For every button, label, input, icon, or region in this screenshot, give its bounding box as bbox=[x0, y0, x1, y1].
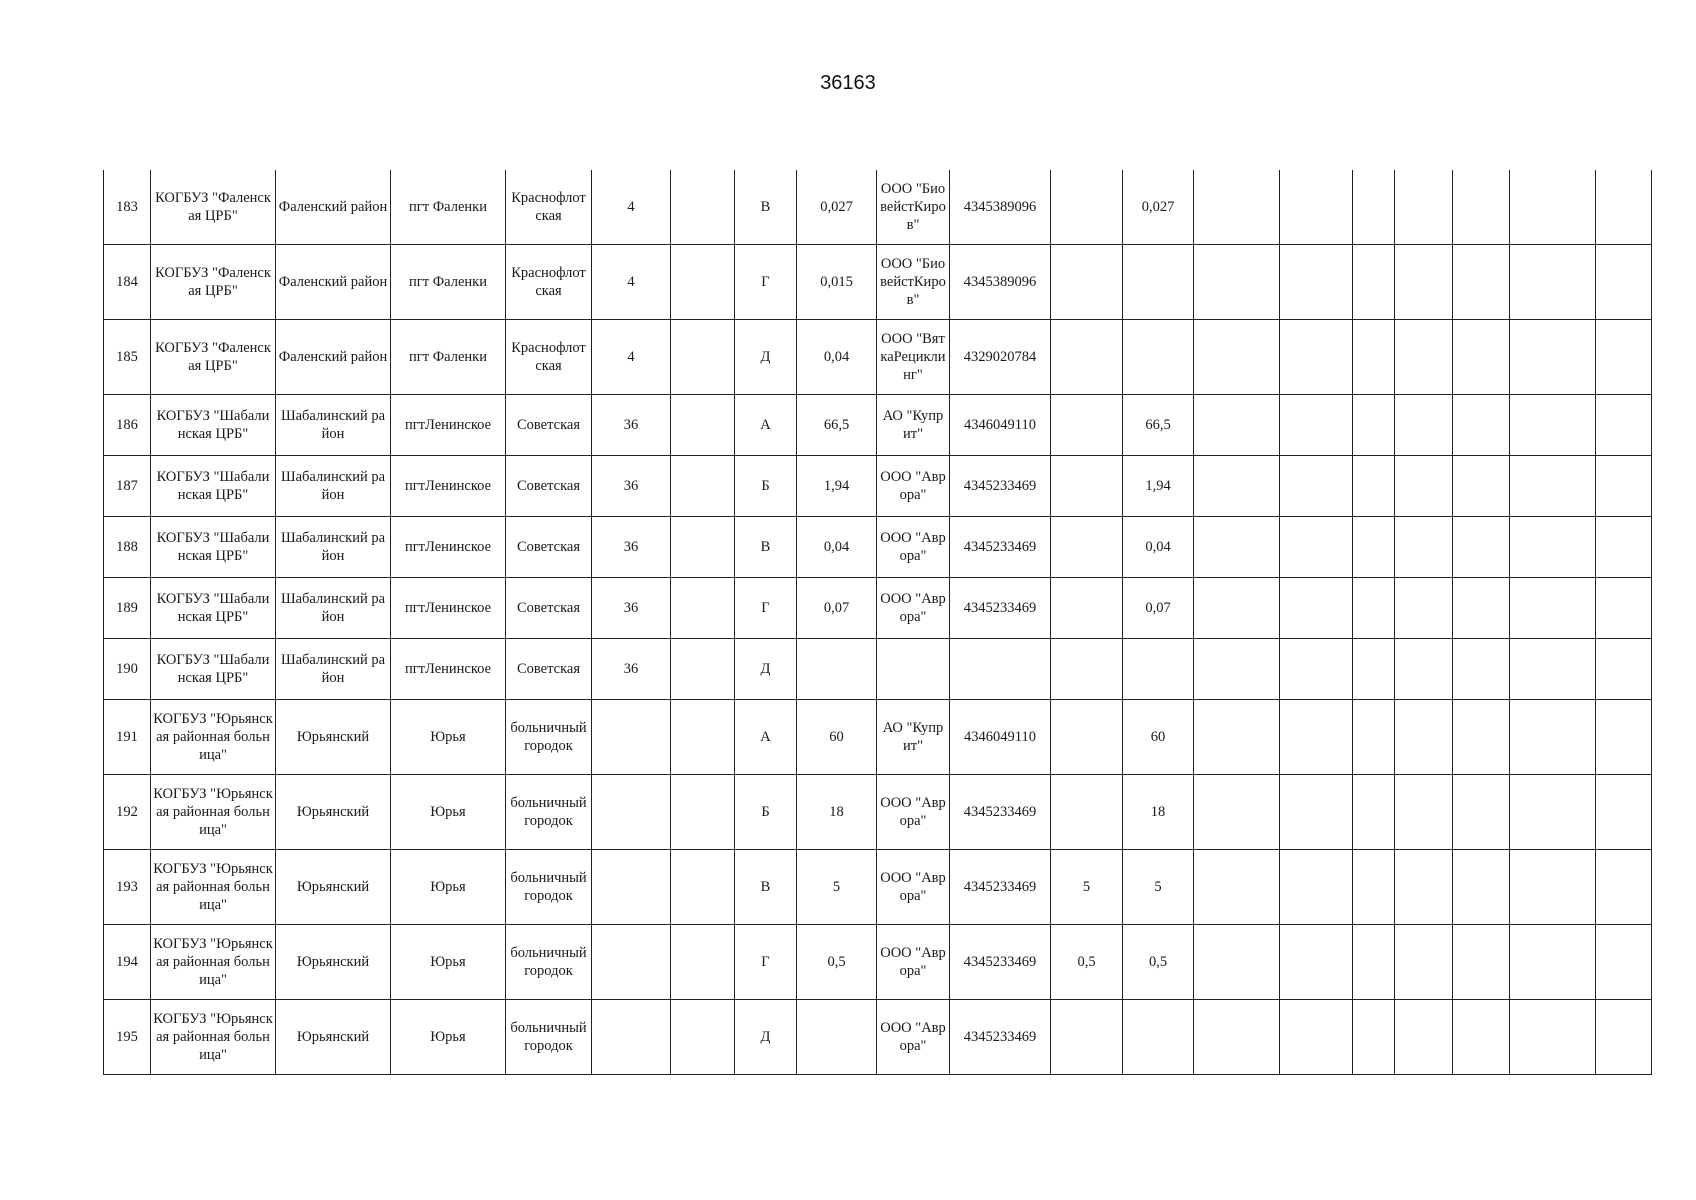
empty-cell bbox=[1194, 395, 1280, 456]
table-row bbox=[104, 395, 1652, 456]
empty-cell bbox=[1051, 245, 1123, 320]
empty-cell bbox=[1453, 517, 1510, 578]
empty-cell bbox=[671, 320, 735, 395]
row-number: 191 bbox=[104, 700, 151, 775]
waste-mass: 0,5 bbox=[797, 925, 877, 1000]
district: Юрьянский bbox=[276, 925, 391, 1000]
empty-cell bbox=[1395, 1000, 1453, 1075]
company-inn: 4345233469 bbox=[950, 1000, 1051, 1075]
company-inn: 4345233469 bbox=[950, 850, 1051, 925]
hazard-class: Г bbox=[735, 578, 797, 639]
hazard-class: А bbox=[735, 395, 797, 456]
street: больничный городок bbox=[506, 775, 592, 850]
waste-mass: 0,027 bbox=[797, 170, 877, 245]
company-inn: 4346049110 bbox=[950, 700, 1051, 775]
organization-name: КОГБУЗ "Юрьянская районная больница" bbox=[151, 850, 276, 925]
house-number bbox=[592, 1000, 671, 1075]
empty-cell bbox=[1596, 700, 1652, 775]
hazard-class: Д bbox=[735, 639, 797, 700]
empty-cell bbox=[1596, 639, 1652, 700]
settlement: пгт Фаленки bbox=[391, 245, 506, 320]
street: Краснофлотская bbox=[506, 245, 592, 320]
empty-cell bbox=[1395, 245, 1453, 320]
empty-cell bbox=[1395, 320, 1453, 395]
row-number: 184 bbox=[104, 245, 151, 320]
empty-cell bbox=[1194, 925, 1280, 1000]
empty-cell bbox=[1280, 456, 1353, 517]
empty-cell: 5 bbox=[1051, 850, 1123, 925]
empty-cell bbox=[1280, 170, 1353, 245]
empty-cell bbox=[671, 775, 735, 850]
settlement: Юрья bbox=[391, 925, 506, 1000]
table-row bbox=[104, 850, 1652, 925]
company-inn: 4345233469 bbox=[950, 925, 1051, 1000]
empty-cell bbox=[1596, 1000, 1652, 1075]
house-number: 4 bbox=[592, 245, 671, 320]
table-row bbox=[104, 1000, 1652, 1075]
empty-cell bbox=[1280, 1000, 1353, 1075]
total-mass bbox=[1123, 320, 1194, 395]
empty-cell bbox=[1510, 700, 1596, 775]
empty-cell bbox=[1353, 395, 1395, 456]
street: Советская bbox=[506, 395, 592, 456]
table-row bbox=[104, 456, 1652, 517]
waste-mass bbox=[797, 1000, 877, 1075]
organization-name: КОГБУЗ "Шабалинская ЦРБ" bbox=[151, 639, 276, 700]
district: Фаленский район bbox=[276, 245, 391, 320]
company-inn: 4345389096 bbox=[950, 245, 1051, 320]
empty-cell bbox=[1280, 320, 1353, 395]
empty-cell bbox=[1453, 1000, 1510, 1075]
settlement: Юрья bbox=[391, 775, 506, 850]
organization-name: КОГБУЗ "Шабалинская ЦРБ" bbox=[151, 395, 276, 456]
district: Шабалинский район bbox=[276, 395, 391, 456]
house-number: 36 bbox=[592, 517, 671, 578]
empty-cell bbox=[1353, 245, 1395, 320]
row-number: 188 bbox=[104, 517, 151, 578]
company-inn: 4345233469 bbox=[950, 578, 1051, 639]
row-number: 192 bbox=[104, 775, 151, 850]
empty-cell bbox=[1353, 925, 1395, 1000]
company-inn bbox=[950, 639, 1051, 700]
empty-cell bbox=[1596, 517, 1652, 578]
empty-cell bbox=[1280, 775, 1353, 850]
row-number: 183 bbox=[104, 170, 151, 245]
empty-cell bbox=[1353, 850, 1395, 925]
empty-cell bbox=[1280, 700, 1353, 775]
empty-cell bbox=[1395, 925, 1453, 1000]
empty-cell bbox=[1353, 639, 1395, 700]
hazard-class: Д bbox=[735, 320, 797, 395]
waste-mass: 60 bbox=[797, 700, 877, 775]
district: Юрьянский bbox=[276, 850, 391, 925]
district: Шабалинский район bbox=[276, 578, 391, 639]
organization-name: КОГБУЗ "Юрьянская районная больница" bbox=[151, 700, 276, 775]
empty-cell bbox=[1510, 170, 1596, 245]
empty-cell bbox=[1453, 578, 1510, 639]
street: Советская bbox=[506, 456, 592, 517]
empty-cell bbox=[671, 578, 735, 639]
empty-cell bbox=[1280, 517, 1353, 578]
table-row bbox=[104, 700, 1652, 775]
street: больничный городок bbox=[506, 1000, 592, 1075]
empty-cell bbox=[1353, 517, 1395, 578]
empty-cell bbox=[1510, 639, 1596, 700]
disposal-company: АО "Куприт" bbox=[877, 395, 950, 456]
total-mass: 0,04 bbox=[1123, 517, 1194, 578]
disposal-company: ООО "БиовейстКиров" bbox=[877, 170, 950, 245]
empty-cell bbox=[1453, 700, 1510, 775]
empty-cell bbox=[1453, 456, 1510, 517]
house-number: 4 bbox=[592, 320, 671, 395]
empty-cell bbox=[671, 170, 735, 245]
empty-cell bbox=[1453, 245, 1510, 320]
empty-cell bbox=[671, 395, 735, 456]
empty-cell: 0,5 bbox=[1051, 925, 1123, 1000]
empty-cell bbox=[1510, 320, 1596, 395]
company-inn: 4346049110 bbox=[950, 395, 1051, 456]
disposal-company: ООО "Аврора" bbox=[877, 578, 950, 639]
settlement: Юрья bbox=[391, 1000, 506, 1075]
total-mass: 0,07 bbox=[1123, 578, 1194, 639]
hazard-class: Б bbox=[735, 775, 797, 850]
organization-name: КОГБУЗ "Юрьянская районная больница" bbox=[151, 775, 276, 850]
company-inn: 4345233469 bbox=[950, 456, 1051, 517]
empty-cell bbox=[1051, 578, 1123, 639]
empty-cell bbox=[1194, 170, 1280, 245]
page-number: 36163 bbox=[820, 72, 876, 94]
empty-cell bbox=[1395, 395, 1453, 456]
empty-cell bbox=[1194, 775, 1280, 850]
total-mass: 5 bbox=[1123, 850, 1194, 925]
organization-name: КОГБУЗ "Шабалинская ЦРБ" bbox=[151, 456, 276, 517]
district: Фаленский район bbox=[276, 320, 391, 395]
disposal-company: ООО "Аврора" bbox=[877, 456, 950, 517]
empty-cell bbox=[1280, 925, 1353, 1000]
empty-cell bbox=[671, 639, 735, 700]
row-number: 185 bbox=[104, 320, 151, 395]
hazard-class: В bbox=[735, 850, 797, 925]
empty-cell bbox=[1395, 639, 1453, 700]
empty-cell bbox=[671, 700, 735, 775]
settlement: Юрья bbox=[391, 700, 506, 775]
empty-cell bbox=[1194, 320, 1280, 395]
empty-cell bbox=[1510, 850, 1596, 925]
row-number: 190 bbox=[104, 639, 151, 700]
empty-cell bbox=[1353, 700, 1395, 775]
empty-cell bbox=[1395, 775, 1453, 850]
empty-cell bbox=[1194, 245, 1280, 320]
empty-cell bbox=[1280, 639, 1353, 700]
empty-cell bbox=[1453, 320, 1510, 395]
row-number: 193 bbox=[104, 850, 151, 925]
disposal-company: ООО "Аврора" bbox=[877, 517, 950, 578]
district: Юрьянский bbox=[276, 1000, 391, 1075]
street: больничный городок bbox=[506, 925, 592, 1000]
district: Шабалинский район bbox=[276, 517, 391, 578]
table-row bbox=[104, 639, 1652, 700]
empty-cell bbox=[1280, 245, 1353, 320]
empty-cell bbox=[1453, 170, 1510, 245]
empty-cell bbox=[1353, 1000, 1395, 1075]
row-number: 194 bbox=[104, 925, 151, 1000]
settlement: пгт Фаленки bbox=[391, 170, 506, 245]
total-mass: 60 bbox=[1123, 700, 1194, 775]
empty-cell bbox=[1596, 456, 1652, 517]
street: Советская bbox=[506, 517, 592, 578]
empty-cell bbox=[671, 456, 735, 517]
empty-cell bbox=[1510, 925, 1596, 1000]
company-inn: 4345233469 bbox=[950, 775, 1051, 850]
row-number: 195 bbox=[104, 1000, 151, 1075]
empty-cell bbox=[1353, 456, 1395, 517]
empty-cell bbox=[671, 925, 735, 1000]
table-row bbox=[104, 775, 1652, 850]
empty-cell bbox=[1596, 578, 1652, 639]
waste-mass bbox=[797, 639, 877, 700]
empty-cell bbox=[671, 245, 735, 320]
empty-cell bbox=[1510, 395, 1596, 456]
total-mass: 18 bbox=[1123, 775, 1194, 850]
organization-name: КОГБУЗ "Фаленская ЦРБ" bbox=[151, 320, 276, 395]
empty-cell bbox=[671, 850, 735, 925]
total-mass: 1,94 bbox=[1123, 456, 1194, 517]
empty-cell bbox=[1596, 170, 1652, 245]
district: Шабалинский район bbox=[276, 456, 391, 517]
organization-name: КОГБУЗ "Шабалинская ЦРБ" bbox=[151, 578, 276, 639]
company-inn: 4329020784 bbox=[950, 320, 1051, 395]
empty-cell bbox=[1194, 639, 1280, 700]
disposal-company bbox=[877, 639, 950, 700]
house-number bbox=[592, 775, 671, 850]
waste-mass: 66,5 bbox=[797, 395, 877, 456]
empty-cell bbox=[671, 517, 735, 578]
disposal-company: АО "Куприт" bbox=[877, 700, 950, 775]
waste-mass: 5 bbox=[797, 850, 877, 925]
district: Юрьянский bbox=[276, 700, 391, 775]
table-row bbox=[104, 170, 1652, 245]
total-mass bbox=[1123, 245, 1194, 320]
total-mass bbox=[1123, 1000, 1194, 1075]
house-number bbox=[592, 925, 671, 1000]
settlement: пгтЛенинское bbox=[391, 395, 506, 456]
organization-name: КОГБУЗ "Фаленская ЦРБ" bbox=[151, 170, 276, 245]
organization-name: КОГБУЗ "Шабалинская ЦРБ" bbox=[151, 517, 276, 578]
empty-cell bbox=[1395, 700, 1453, 775]
empty-cell bbox=[1395, 456, 1453, 517]
waste-mass: 18 bbox=[797, 775, 877, 850]
waste-mass: 0,07 bbox=[797, 578, 877, 639]
empty-cell bbox=[1280, 850, 1353, 925]
empty-cell bbox=[1051, 320, 1123, 395]
empty-cell bbox=[1510, 245, 1596, 320]
total-mass: 0,027 bbox=[1123, 170, 1194, 245]
empty-cell bbox=[1510, 517, 1596, 578]
settlement: Юрья bbox=[391, 850, 506, 925]
empty-cell bbox=[1194, 456, 1280, 517]
street: больничный городок bbox=[506, 850, 592, 925]
empty-cell bbox=[671, 1000, 735, 1075]
row-number: 189 bbox=[104, 578, 151, 639]
district: Шабалинский район bbox=[276, 639, 391, 700]
empty-cell bbox=[1453, 850, 1510, 925]
waste-registry-table bbox=[103, 170, 1652, 1075]
street: Советская bbox=[506, 578, 592, 639]
house-number: 36 bbox=[592, 395, 671, 456]
house-number: 4 bbox=[592, 170, 671, 245]
total-mass: 66,5 bbox=[1123, 395, 1194, 456]
hazard-class: А bbox=[735, 700, 797, 775]
empty-cell bbox=[1051, 1000, 1123, 1075]
waste-mass: 0,04 bbox=[797, 320, 877, 395]
hazard-class: Д bbox=[735, 1000, 797, 1075]
empty-cell bbox=[1596, 245, 1652, 320]
table-row bbox=[104, 925, 1652, 1000]
empty-cell bbox=[1051, 700, 1123, 775]
empty-cell bbox=[1510, 456, 1596, 517]
settlement: пгтЛенинское bbox=[391, 578, 506, 639]
empty-cell bbox=[1510, 578, 1596, 639]
waste-mass: 1,94 bbox=[797, 456, 877, 517]
empty-cell bbox=[1510, 1000, 1596, 1075]
empty-cell bbox=[1194, 578, 1280, 639]
empty-cell bbox=[1510, 775, 1596, 850]
house-number: 36 bbox=[592, 456, 671, 517]
waste-mass: 0,015 bbox=[797, 245, 877, 320]
street: Краснофлотская bbox=[506, 170, 592, 245]
table-row bbox=[104, 517, 1652, 578]
company-inn: 4345233469 bbox=[950, 517, 1051, 578]
empty-cell bbox=[1596, 395, 1652, 456]
disposal-company: ООО "Аврора" bbox=[877, 850, 950, 925]
table-row bbox=[104, 245, 1652, 320]
total-mass bbox=[1123, 639, 1194, 700]
house-number: 36 bbox=[592, 639, 671, 700]
row-number: 187 bbox=[104, 456, 151, 517]
disposal-company: ООО "Аврора" bbox=[877, 1000, 950, 1075]
total-mass: 0,5 bbox=[1123, 925, 1194, 1000]
empty-cell bbox=[1194, 850, 1280, 925]
organization-name: КОГБУЗ "Юрьянская районная больница" bbox=[151, 925, 276, 1000]
empty-cell bbox=[1453, 775, 1510, 850]
table-row bbox=[104, 320, 1652, 395]
empty-cell bbox=[1051, 170, 1123, 245]
disposal-company: ООО "ВяткаРециклинг" bbox=[877, 320, 950, 395]
house-number bbox=[592, 850, 671, 925]
house-number: 36 bbox=[592, 578, 671, 639]
empty-cell bbox=[1395, 517, 1453, 578]
empty-cell bbox=[1051, 639, 1123, 700]
empty-cell bbox=[1194, 700, 1280, 775]
empty-cell bbox=[1280, 395, 1353, 456]
empty-cell bbox=[1280, 578, 1353, 639]
settlement: пгтЛенинское bbox=[391, 456, 506, 517]
empty-cell bbox=[1051, 775, 1123, 850]
empty-cell bbox=[1353, 775, 1395, 850]
company-inn: 4345389096 bbox=[950, 170, 1051, 245]
empty-cell bbox=[1353, 578, 1395, 639]
empty-cell bbox=[1453, 639, 1510, 700]
disposal-company: ООО "Аврора" bbox=[877, 925, 950, 1000]
settlement: пгтЛенинское bbox=[391, 517, 506, 578]
table-row bbox=[104, 578, 1652, 639]
district: Юрьянский bbox=[276, 775, 391, 850]
disposal-company: ООО "БиовейстКиров" bbox=[877, 245, 950, 320]
district: Фаленский район bbox=[276, 170, 391, 245]
row-number: 186 bbox=[104, 395, 151, 456]
settlement: пгтЛенинское bbox=[391, 639, 506, 700]
empty-cell bbox=[1596, 775, 1652, 850]
empty-cell bbox=[1395, 170, 1453, 245]
settlement: пгт Фаленки bbox=[391, 320, 506, 395]
empty-cell bbox=[1194, 517, 1280, 578]
empty-cell bbox=[1353, 170, 1395, 245]
street: Советская bbox=[506, 639, 592, 700]
empty-cell bbox=[1453, 395, 1510, 456]
hazard-class: В bbox=[735, 517, 797, 578]
empty-cell bbox=[1051, 456, 1123, 517]
hazard-class: В bbox=[735, 170, 797, 245]
empty-cell bbox=[1194, 1000, 1280, 1075]
waste-mass: 0,04 bbox=[797, 517, 877, 578]
organization-name: КОГБУЗ "Юрьянская районная больница" bbox=[151, 1000, 276, 1075]
hazard-class: Г bbox=[735, 925, 797, 1000]
empty-cell bbox=[1596, 850, 1652, 925]
street: больничный городок bbox=[506, 700, 592, 775]
street: Краснофлотская bbox=[506, 320, 592, 395]
empty-cell bbox=[1395, 578, 1453, 639]
hazard-class: Б bbox=[735, 456, 797, 517]
empty-cell bbox=[1353, 320, 1395, 395]
empty-cell bbox=[1395, 850, 1453, 925]
house-number bbox=[592, 700, 671, 775]
empty-cell bbox=[1051, 517, 1123, 578]
hazard-class: Г bbox=[735, 245, 797, 320]
empty-cell bbox=[1453, 925, 1510, 1000]
disposal-company: ООО "Аврора" bbox=[877, 775, 950, 850]
empty-cell bbox=[1051, 395, 1123, 456]
empty-cell bbox=[1596, 320, 1652, 395]
organization-name: КОГБУЗ "Фаленская ЦРБ" bbox=[151, 245, 276, 320]
empty-cell bbox=[1596, 925, 1652, 1000]
